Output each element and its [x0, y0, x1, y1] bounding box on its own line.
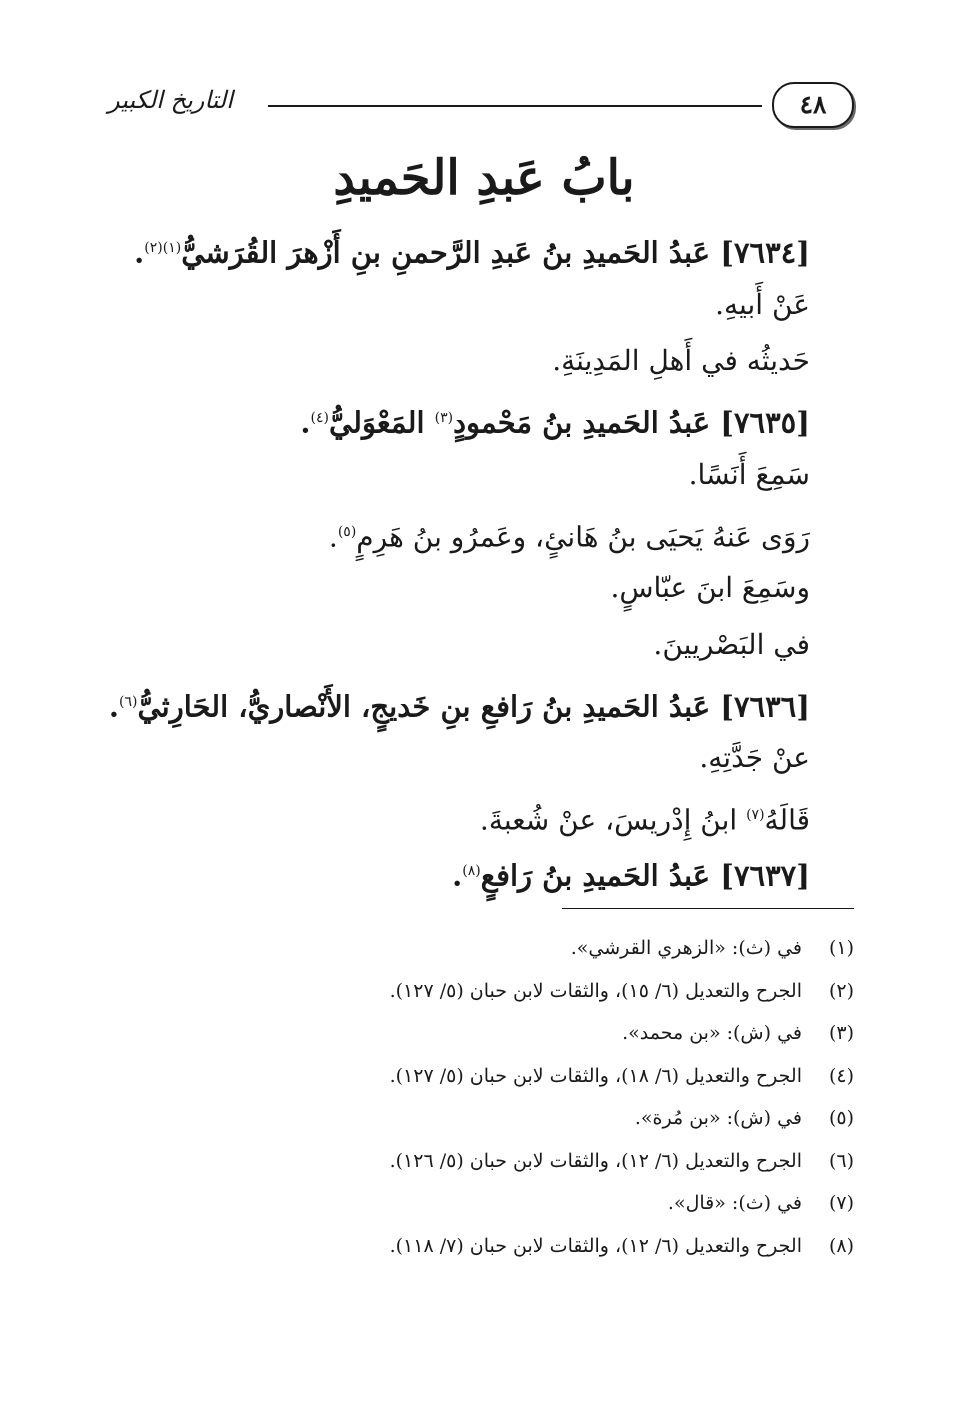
footnote-ref: (٨) [462, 863, 481, 879]
entry-number: [٧٦٣٧] [720, 858, 810, 893]
body-line: في البَصْريينَ. [653, 628, 810, 661]
body-line: عنْ جَدَّتِهِ. [699, 741, 810, 774]
body-line [120, 512, 810, 557]
footnote-8 [234, 1231, 854, 1261]
entry-end: . [108, 689, 119, 724]
footnote-1 [234, 933, 854, 963]
entry-name: عَبدُ الحَميدِ بنُ رَافعٍ [480, 858, 721, 893]
book-title: التاريخ الكبير [108, 86, 233, 114]
footnote-4 [234, 1061, 854, 1091]
footnote-ref: (١)(٢) [144, 240, 182, 256]
entry-end: . [300, 405, 311, 440]
entry-heading-7636 [108, 682, 810, 727]
footnote-number: (٣) [828, 1022, 854, 1044]
footnote-ref: (٧) [746, 807, 765, 823]
running-header [108, 82, 854, 130]
footnote-6 [234, 1146, 854, 1176]
entry-name: عَبدُ الحَميدِ بنُ مَحْمودٍ [453, 405, 721, 440]
body-line [120, 795, 810, 840]
entry-end: . [134, 235, 145, 270]
footnote-5 [234, 1103, 854, 1133]
entry-number: [٧٦٣٦] [720, 689, 810, 724]
entry-name: عَبدُ الحَميدِ بنُ رَافعِ بنِ خَديجٍ، الأَنْصاريُّ، الحَارِثيُّ [137, 689, 721, 724]
footnote-number: (١) [828, 937, 854, 959]
footnote-ref: (٥) [337, 524, 357, 540]
footnote-text: الجرح والتعديل (٦/ ١٢)، والثقات لابن حبان (٧/ ١١٨). [389, 1235, 802, 1257]
footnote-text: الجرح والتعديل (٦/ ١٥)، والثقات لابن حبان (٥/ ١٢٧). [389, 980, 802, 1002]
entry-number: [٧٦٣٤] [720, 235, 810, 270]
footnote-number: (٥) [828, 1107, 854, 1129]
entry-heading-7634 [120, 228, 810, 273]
footnote-text: الجرح والتعديل (٦/ ١٨)، والثقات لابن حبان (٥/ ١٢٧). [389, 1065, 802, 1087]
body-line: حَديثُه في أَهلِ المَدِينَةِ. [552, 344, 810, 377]
footnote-ref: (٣) [434, 410, 454, 426]
body-line: سَمِعَ أَنَسًا. [688, 458, 810, 491]
footnote-2 [234, 976, 854, 1006]
footnote-ref: (٦) [118, 694, 138, 710]
footnote-3 [234, 1018, 854, 1048]
footnote-number: (٤) [828, 1065, 854, 1087]
entry-heading-7637 [120, 851, 810, 896]
footnote-number: (٨) [828, 1235, 854, 1257]
body-line: عَنْ أَبيهِ. [715, 288, 810, 321]
entry-name: عَبدُ الحَميدِ بنُ عَبدِ الرَّحمنِ بنِ أَزْهرَ القُرَشيُّ [181, 235, 721, 270]
chapter-title: بابُ عَبدِ الحَميدِ [333, 150, 635, 206]
footnote-separator [562, 908, 854, 909]
footnote-number: (٢) [828, 980, 854, 1002]
body-text: قَالَهُ [764, 803, 810, 837]
footnote-number: (٧) [828, 1192, 854, 1214]
entry-heading-7635 [120, 398, 810, 443]
body-line: وسَمِعَ ابنَ عبّاسٍ. [610, 571, 810, 604]
footnote-text: في (ث): «الزهري القرشي». [570, 937, 802, 959]
body-end: . [328, 520, 338, 554]
entry-number: [٧٦٣٥] [720, 405, 810, 440]
entry-name-cont: المَعْوَليُّ [328, 405, 435, 440]
header-rule [268, 105, 762, 107]
footnote-text: الجرح والتعديل (٦/ ١٢)، والثقات لابن حبان (٥/ ١٢٦). [389, 1150, 802, 1172]
footnote-ref: (٤) [310, 410, 329, 426]
body-text-cont: ابنُ إِدْريسَ، عنْ شُعبةَ. [479, 803, 747, 837]
footnote-text: في (ش): «بن محمد». [622, 1022, 802, 1044]
page-number-badge: ٤٨ [772, 82, 854, 128]
footnote-text: في (ش): «بن مُرة». [634, 1107, 802, 1129]
body-text: رَوَى عَنهُ يَحيَى بنُ هَانئٍ، وعَمرُو بنُ هَرِمٍ [356, 520, 810, 554]
footnote-text: في (ث): «قال». [667, 1192, 802, 1214]
footnote-7 [234, 1188, 854, 1218]
footnote-number: (٦) [828, 1150, 854, 1172]
entry-end: . [452, 858, 463, 893]
